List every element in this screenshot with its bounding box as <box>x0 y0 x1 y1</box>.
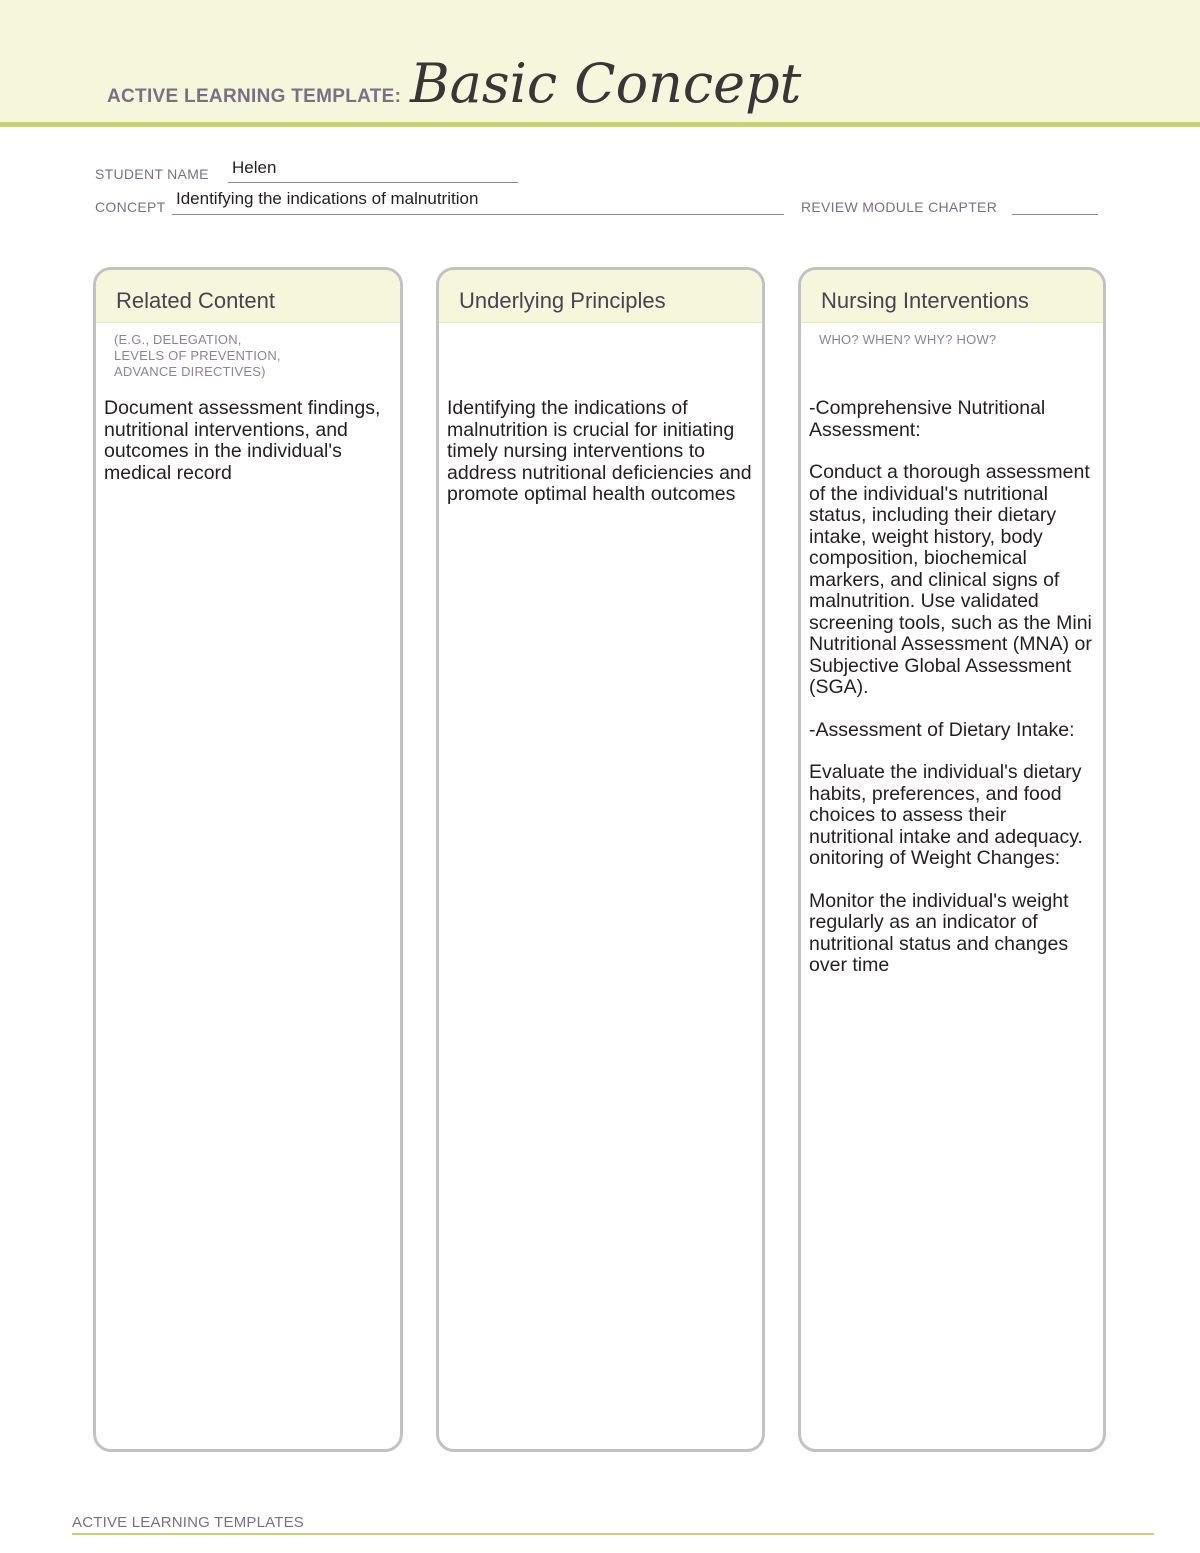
footer-label: ACTIVE LEARNING TEMPLATES <box>72 1514 304 1531</box>
concept-label: CONCEPT <box>95 199 166 215</box>
related-content-column <box>93 267 403 1452</box>
template-label: ACTIVE LEARNING TEMPLATE: <box>107 86 402 107</box>
related-content-subtitle <box>114 332 281 380</box>
subtitle-line: ADVANCE DIRECTIVES) <box>114 364 266 379</box>
underlying-principles-title: Underlying Principles <box>459 288 666 313</box>
nursing-interventions-subtitle: WHO? WHEN? WHY? HOW? <box>819 332 997 347</box>
body-text: Document assessment findings, nutritional interventions, and outcomes in the individual's medical record <box>104 397 381 484</box>
subtitle-line: LEVELS OF PREVENTION, <box>114 348 281 363</box>
concept-line <box>172 214 784 215</box>
body-text: -Comprehensive Nutritional Assessment: <box>809 397 1046 441</box>
header-divider <box>0 122 1200 127</box>
body-text: Conduct a thorough assessment of the individual's nutritional status, including their dietary intake, weight history, body composition, biochemical markers, and clinical signs of malnutrition. Use validated screening tools, such as the Mini Nutritional Assessment (MNA) or Subjective Global Assessment (SGA). <box>809 461 1092 698</box>
body-text: Monitor the individual's weight regularly as an indicator of nutritional status and changes over time <box>809 889 1069 976</box>
template-title: Basic Concept <box>410 52 802 115</box>
student-name-line <box>228 182 518 183</box>
student-name-field[interactable]: Helen <box>232 158 277 177</box>
body-text: onitoring of Weight Changes: <box>809 847 1061 869</box>
nursing-interventions-column <box>798 267 1106 1452</box>
subtitle-line: (E.G., DELEGATION, <box>114 332 242 347</box>
related-content-title: Related Content <box>116 288 275 313</box>
review-module-label: REVIEW MODULE CHAPTER <box>801 199 998 215</box>
underlying-principles-body[interactable] <box>447 398 754 506</box>
related-content-body[interactable] <box>104 398 392 484</box>
body-text: -Assessment of Dietary Intake: <box>809 718 1075 741</box>
underlying-principles-column <box>436 267 765 1452</box>
concept-field[interactable]: Identifying the indications of malnutrition <box>176 189 479 208</box>
review-module-field[interactable] <box>1012 214 1098 215</box>
body-text: Identifying the indications of malnutrition is crucial for initiating timely nursing interventions to address nutritional deficiencies and promote optimal health outcomes <box>447 397 752 505</box>
nursing-interventions-body[interactable] <box>809 398 1095 977</box>
body-text: Evaluate the individual's dietary habits, preferences, and food choices to assess their nutritional intake and adequacy. <box>809 761 1083 848</box>
footer-divider <box>72 1533 1154 1535</box>
student-name-label: STUDENT NAME <box>95 166 209 182</box>
nursing-interventions-title: Nursing Interventions <box>821 288 1029 313</box>
